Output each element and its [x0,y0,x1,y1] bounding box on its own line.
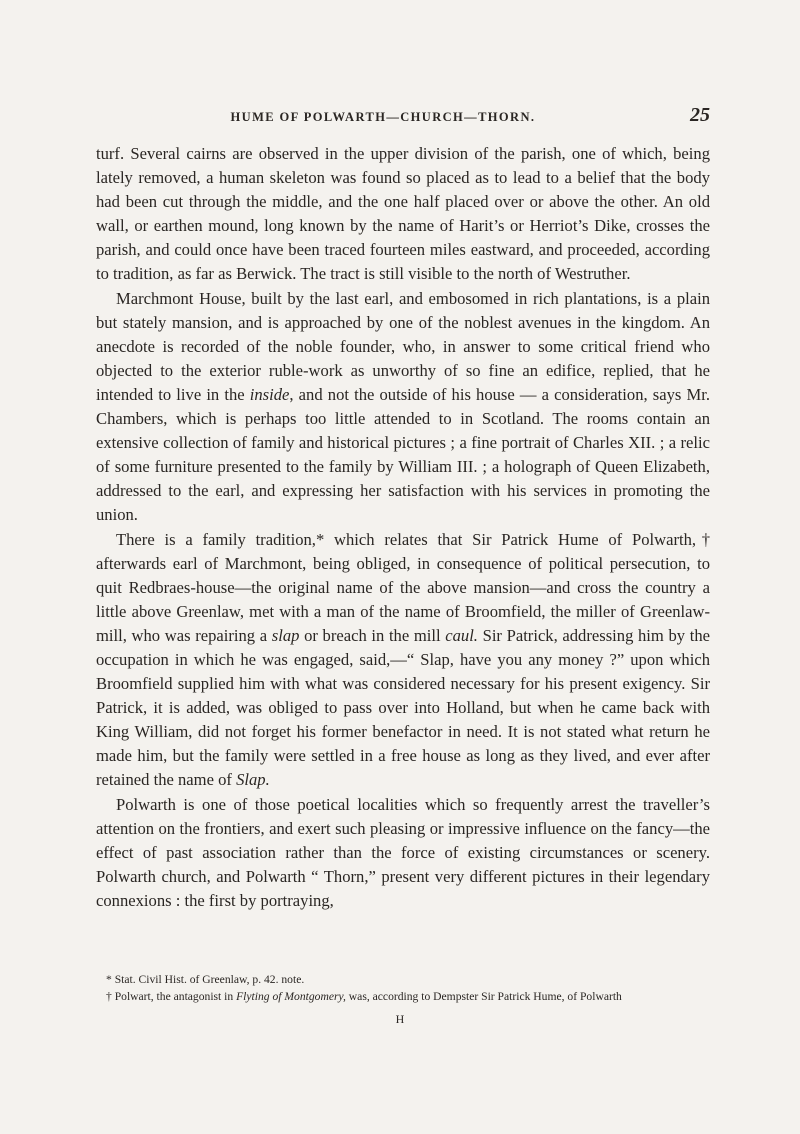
signature-mark: H [395,1012,405,1026]
paragraph [96,142,710,287]
italic-text: Slap. [236,770,270,790]
page-number: 25 [690,104,710,126]
italic-text: slap [271,625,300,645]
paragraph [96,793,710,913]
text-run: There is a family tradition,* which relates that Sir Patrick Hume of Polwarth,† afterwards earl of Marchmont, being obliged, in consequence of political persecution, to quit Redbraes-house—the original name of the above mansion—and cross the country a little above Greenlaw, met with a man of the name of Broomfield, the miller of Greenlaw-mill, who was repairing a [96,529,710,645]
italic-text: caul. [445,625,478,645]
text-run: turf. Several cairns are observed in the upper division of the parish, one of which, being lately removed, a human skeleton was found so placed as to lead to a belief that the body had been cut through the middle, and the one half placed over or above the other. An old wall, or earthen mound, long known by the name of Harit’s or Herriot’s Dike, crosses the parish, and could once have been traced fourteen miles eastward, and proceeded, according to tradition, as far as Berwick. The tract is still visible to the north of Westruther. [96,144,710,284]
text-run: Polwarth is one of those poetical localities which so frequently arrest the traveller’s attention on the frontiers, and exert such pleasing or impressive influence on the fancy—the effect of past association rather than the force of existing circumstances or scenery. Polwarth church, and Polwarth “ Thorn,” present very different pictures in their legendary connexions : the first by portraying, [96,794,710,910]
text-run: * Stat. Civil Hist. of Greenlaw, p. 42. note. [106,973,305,986]
paragraph [96,287,710,528]
text-run: Sir Patrick, addressing him by the occupation in which he was engaged, said,—“ Slap, have you any money ?” upon which Broomfield supplied him with what was considered necessary for his present exigency. Sir Patrick, it is added, was obliged to pass over into Holland, but when he came back with King William, did not forget his former benefactor in need. It is not stated what return he made him, but the family were settled in a free house as long as they lived, and ever after retained the name of [96,625,710,790]
paragraph [96,528,710,793]
footnote [96,971,710,988]
text-run: † Polwart, the antagonist in [106,990,237,1003]
body-text [96,142,710,913]
running-head: HUME OF POLWARTH—CHURCH—THORN. [230,110,536,124]
text-run: Marchmont House, built by the last earl, and embosomed in rich plantations, is a plain but stately mansion, and is approached by one of the noblest avenues in the kingdom. An anecdote is recorded of the noble founder, who, in answer to some critical friend who objected to the exterior ruble-work as unworthy of so fine an edifice, replied, that he intended to live in the [96,288,710,404]
page-header [96,104,710,130]
footnote [96,988,710,1005]
italic-text: Flyting of Montgomery, [236,990,346,1003]
italic-text: inside [249,384,290,404]
footnotes [96,971,710,1005]
text-run: was, according to Dempster Sir Patrick Hume, of Polwarth [345,990,622,1003]
text-run: or breach in the mill [299,625,446,645]
text-run: , and not the outside of his house — a consideration, says Mr. Chambers, which is perhaps too little attended to in Scotland. The rooms contain an extensive collection of family and historical pictures ; a fine portrait of Charles XII. ; a relic of some furniture presented to the family by William III. ; a holograph of Queen Elizabeth, addressed to the earl, and expressing her satisfaction with his services in promoting the union. [96,384,710,525]
